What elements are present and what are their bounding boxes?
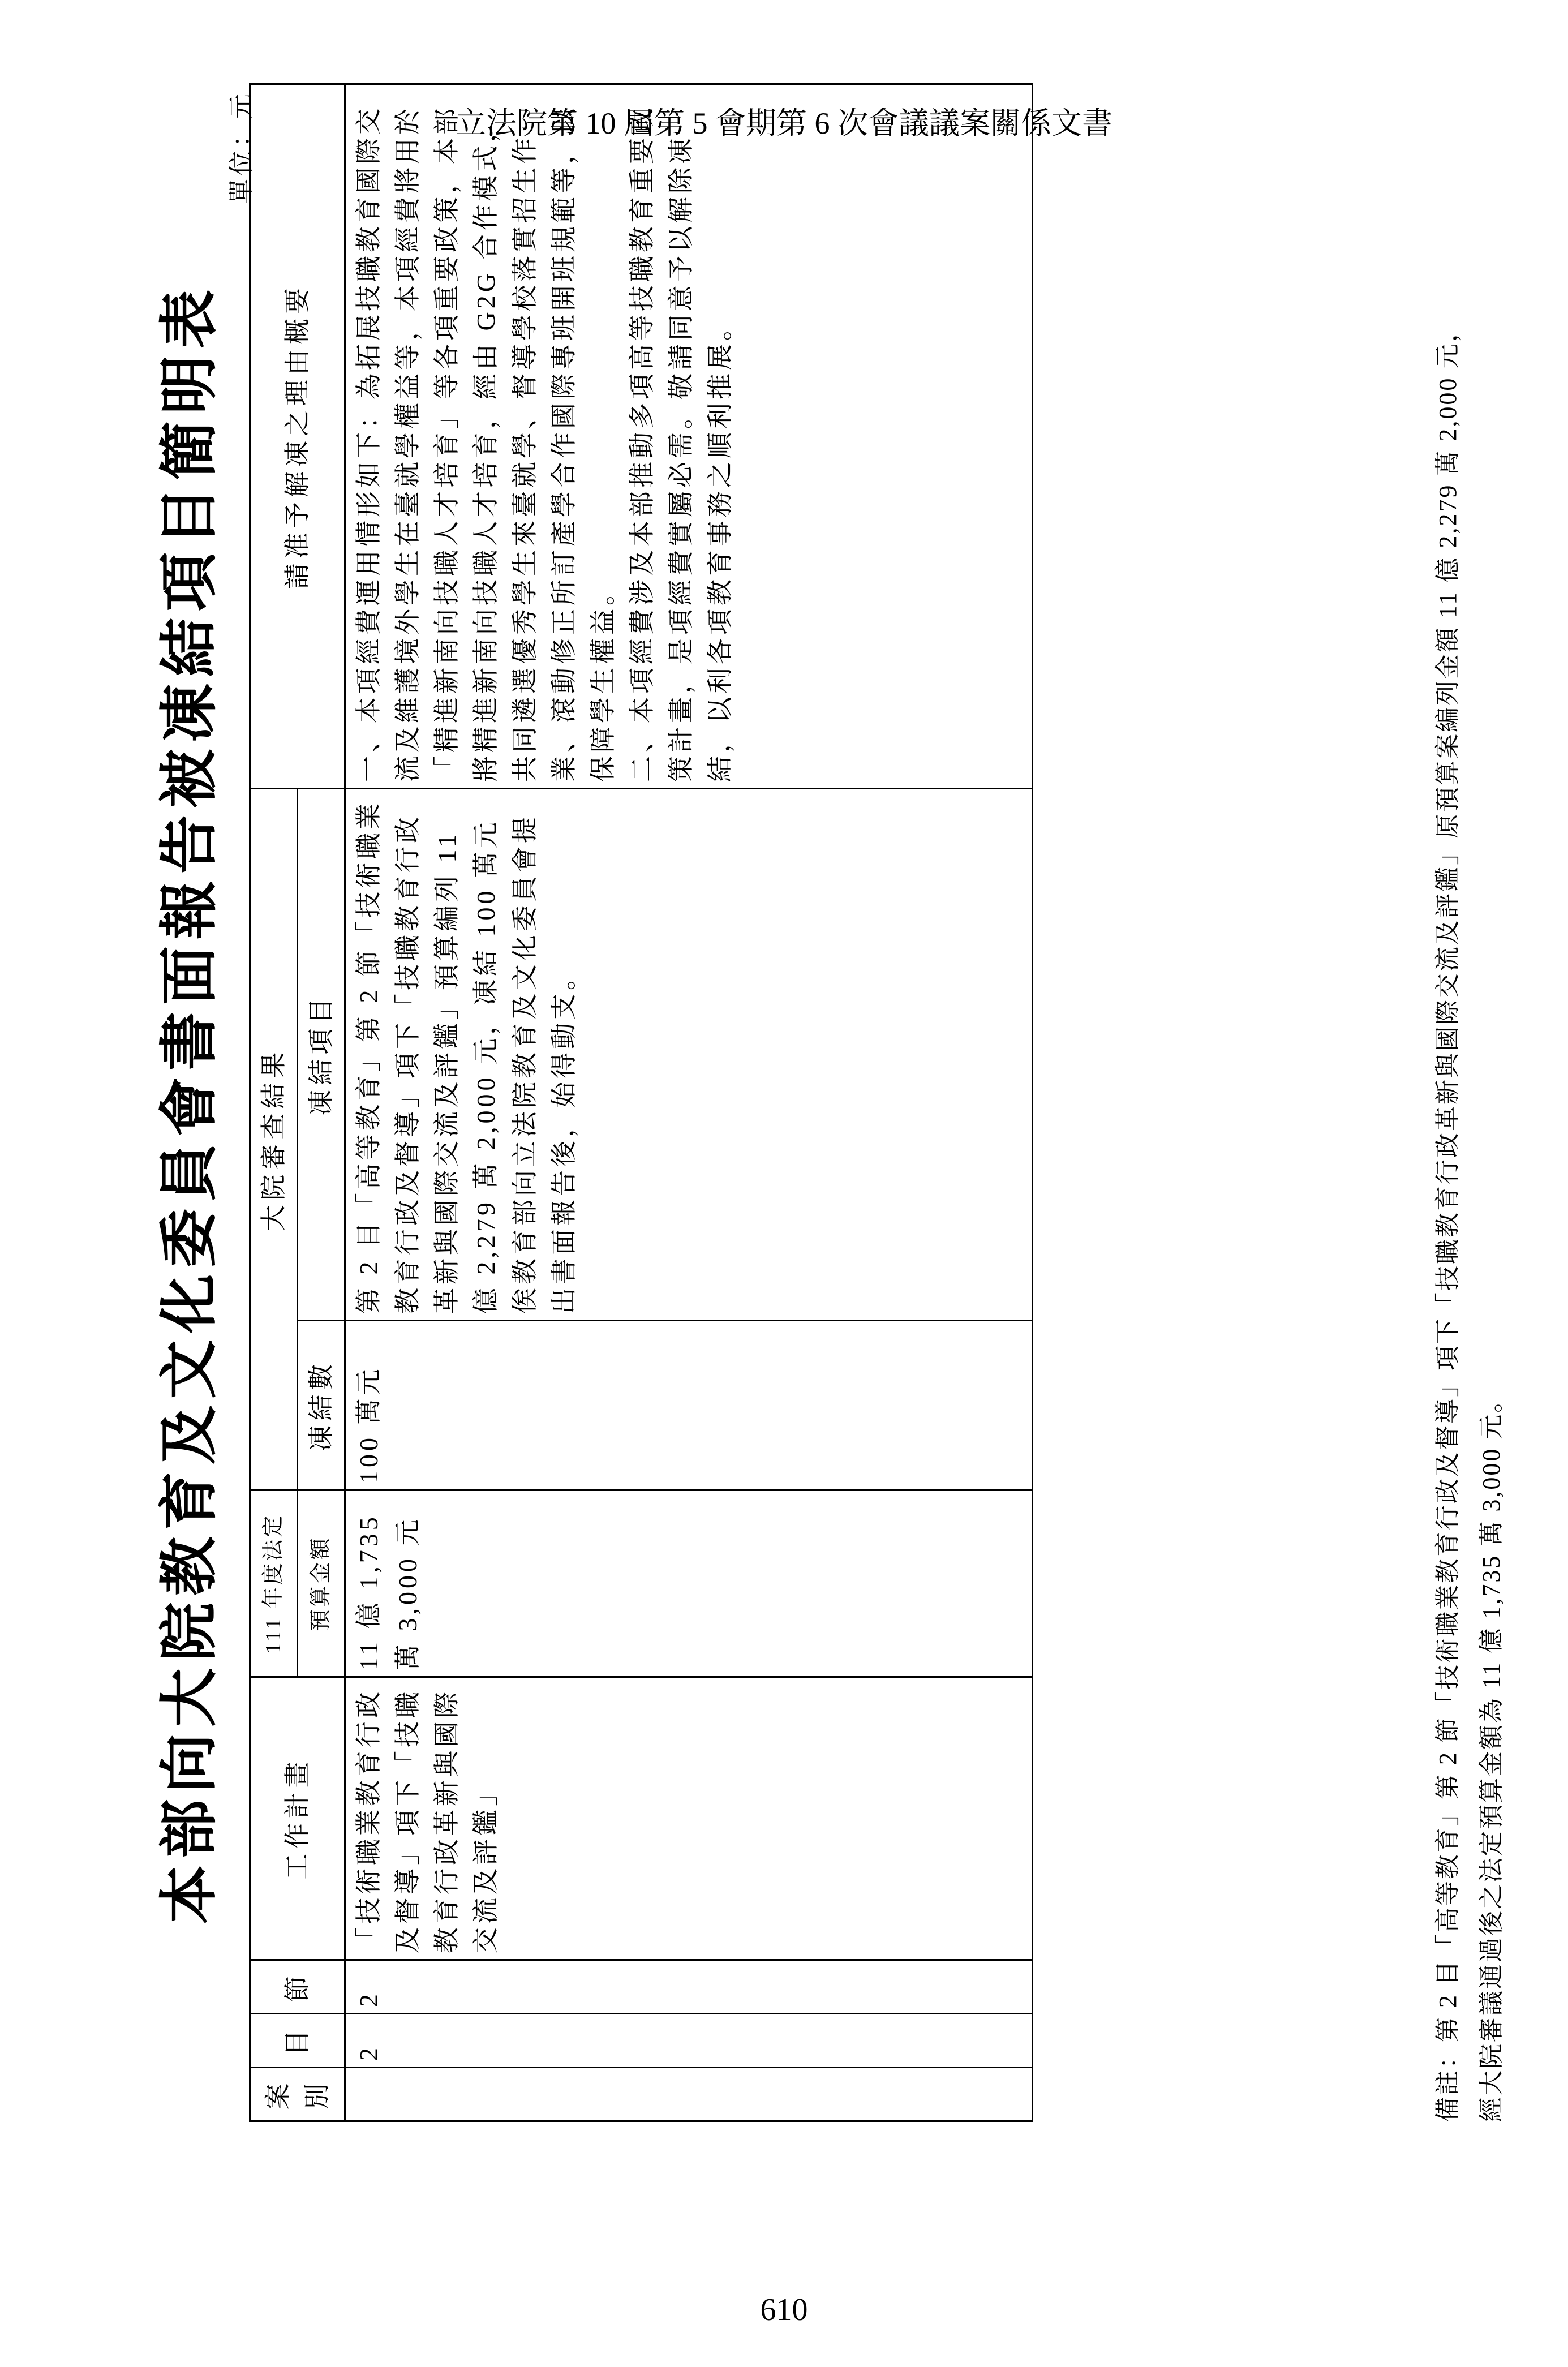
note-line-1: 備註：第 2 目「高等教育」第 2 節「技術職業教育行政及督導」項下「技職教育行政革新與國際交流及評鑑」原預算案編列金額 11 億 2,279 萬 2,000 元， — [1434, 315, 1462, 2122]
col-header-frozen-amount: 凍結數 — [298, 1321, 345, 1490]
cell-item: 2 — [345, 2014, 1033, 2068]
col-header-reason: 請准予解凍之理由概要 — [250, 84, 345, 789]
page-number: 610 — [760, 2292, 808, 2327]
cell-frozen-item: 第 2 目「高等教育」第 2 節「技術職業教育行政及督導」項下「技職教育行政革新與國際交流及評鑑」預算編列 11 億 2,279 萬 2,000 元，凍結 100 萬元俟教育部向立法院教育及文化委員會提出書面報告後，始得動支。 — [345, 789, 1033, 1321]
col-header-item: 目 — [250, 2014, 345, 2068]
rotated-table-page — [124, 85, 1568, 2122]
cell-frozen-amount: 100 萬元 — [345, 1321, 1033, 1490]
running-header: 立法院第 10 屆第 5 會期第 6 次會議議案關係文書 — [456, 106, 1112, 140]
reason-paragraph-2: 二、本項經費涉及本部推動多項高等技職教育重要政策計畫，是項經費實屬必需。敬請同意予以解除凍結，以利各項教育事務之順利推展。 — [628, 105, 734, 782]
header-row-1 — [250, 84, 298, 2121]
cell-category — [345, 2068, 1033, 2121]
col-header-review-group: 大院審查結果 — [250, 789, 298, 1490]
notes — [1426, 85, 1513, 2122]
document-title: 本部向大院教育及文化委員會書面報告被凍結項目簡明表 — [154, 283, 224, 1924]
col-header-budget-amount: 預算金額 — [298, 1490, 345, 1677]
col-header-frozen-item: 凍結項目 — [298, 789, 345, 1321]
frozen-items-table — [249, 83, 1033, 2122]
cell-reason — [345, 84, 1033, 789]
unit-label: 單位：元 — [227, 91, 255, 204]
note-line-2: 經大院審議通過後之法定預算金額為 11 億 1,735 萬 3,000 元。 — [1477, 1386, 1505, 2122]
table-row — [345, 84, 1033, 2121]
col-header-plan: 工作計畫 — [250, 1677, 345, 1960]
cell-budget-amount: 11 億 1,735 萬 3,000 元 — [345, 1490, 1033, 1677]
cell-plan: 「技術職業教育行政及督導」項下「技職教育行政革新與國際交流及評鑑」 — [345, 1677, 1033, 1960]
col-header-category: 案別 — [250, 2068, 345, 2121]
col-header-budget-group: 111 年度法定 — [250, 1490, 298, 1677]
col-header-section: 節 — [250, 1960, 345, 2014]
cell-section: 2 — [345, 1960, 1033, 2014]
reason-paragraph-1: 一、本項經費運用情形如下：為拓展技職教育國際交流及維護境外學生在臺就學權益等，本項經費將用於「精進新南向技職人才培育」等各項重要政策，本部將精進新南向技職人才培育，經由 G2G 合作模式，共同遴選優秀學生來臺就學、督導學校落實招生作業、滾動修正所訂產學合作國際專班開班規範等，以保障學生權益。 — [354, 105, 617, 782]
